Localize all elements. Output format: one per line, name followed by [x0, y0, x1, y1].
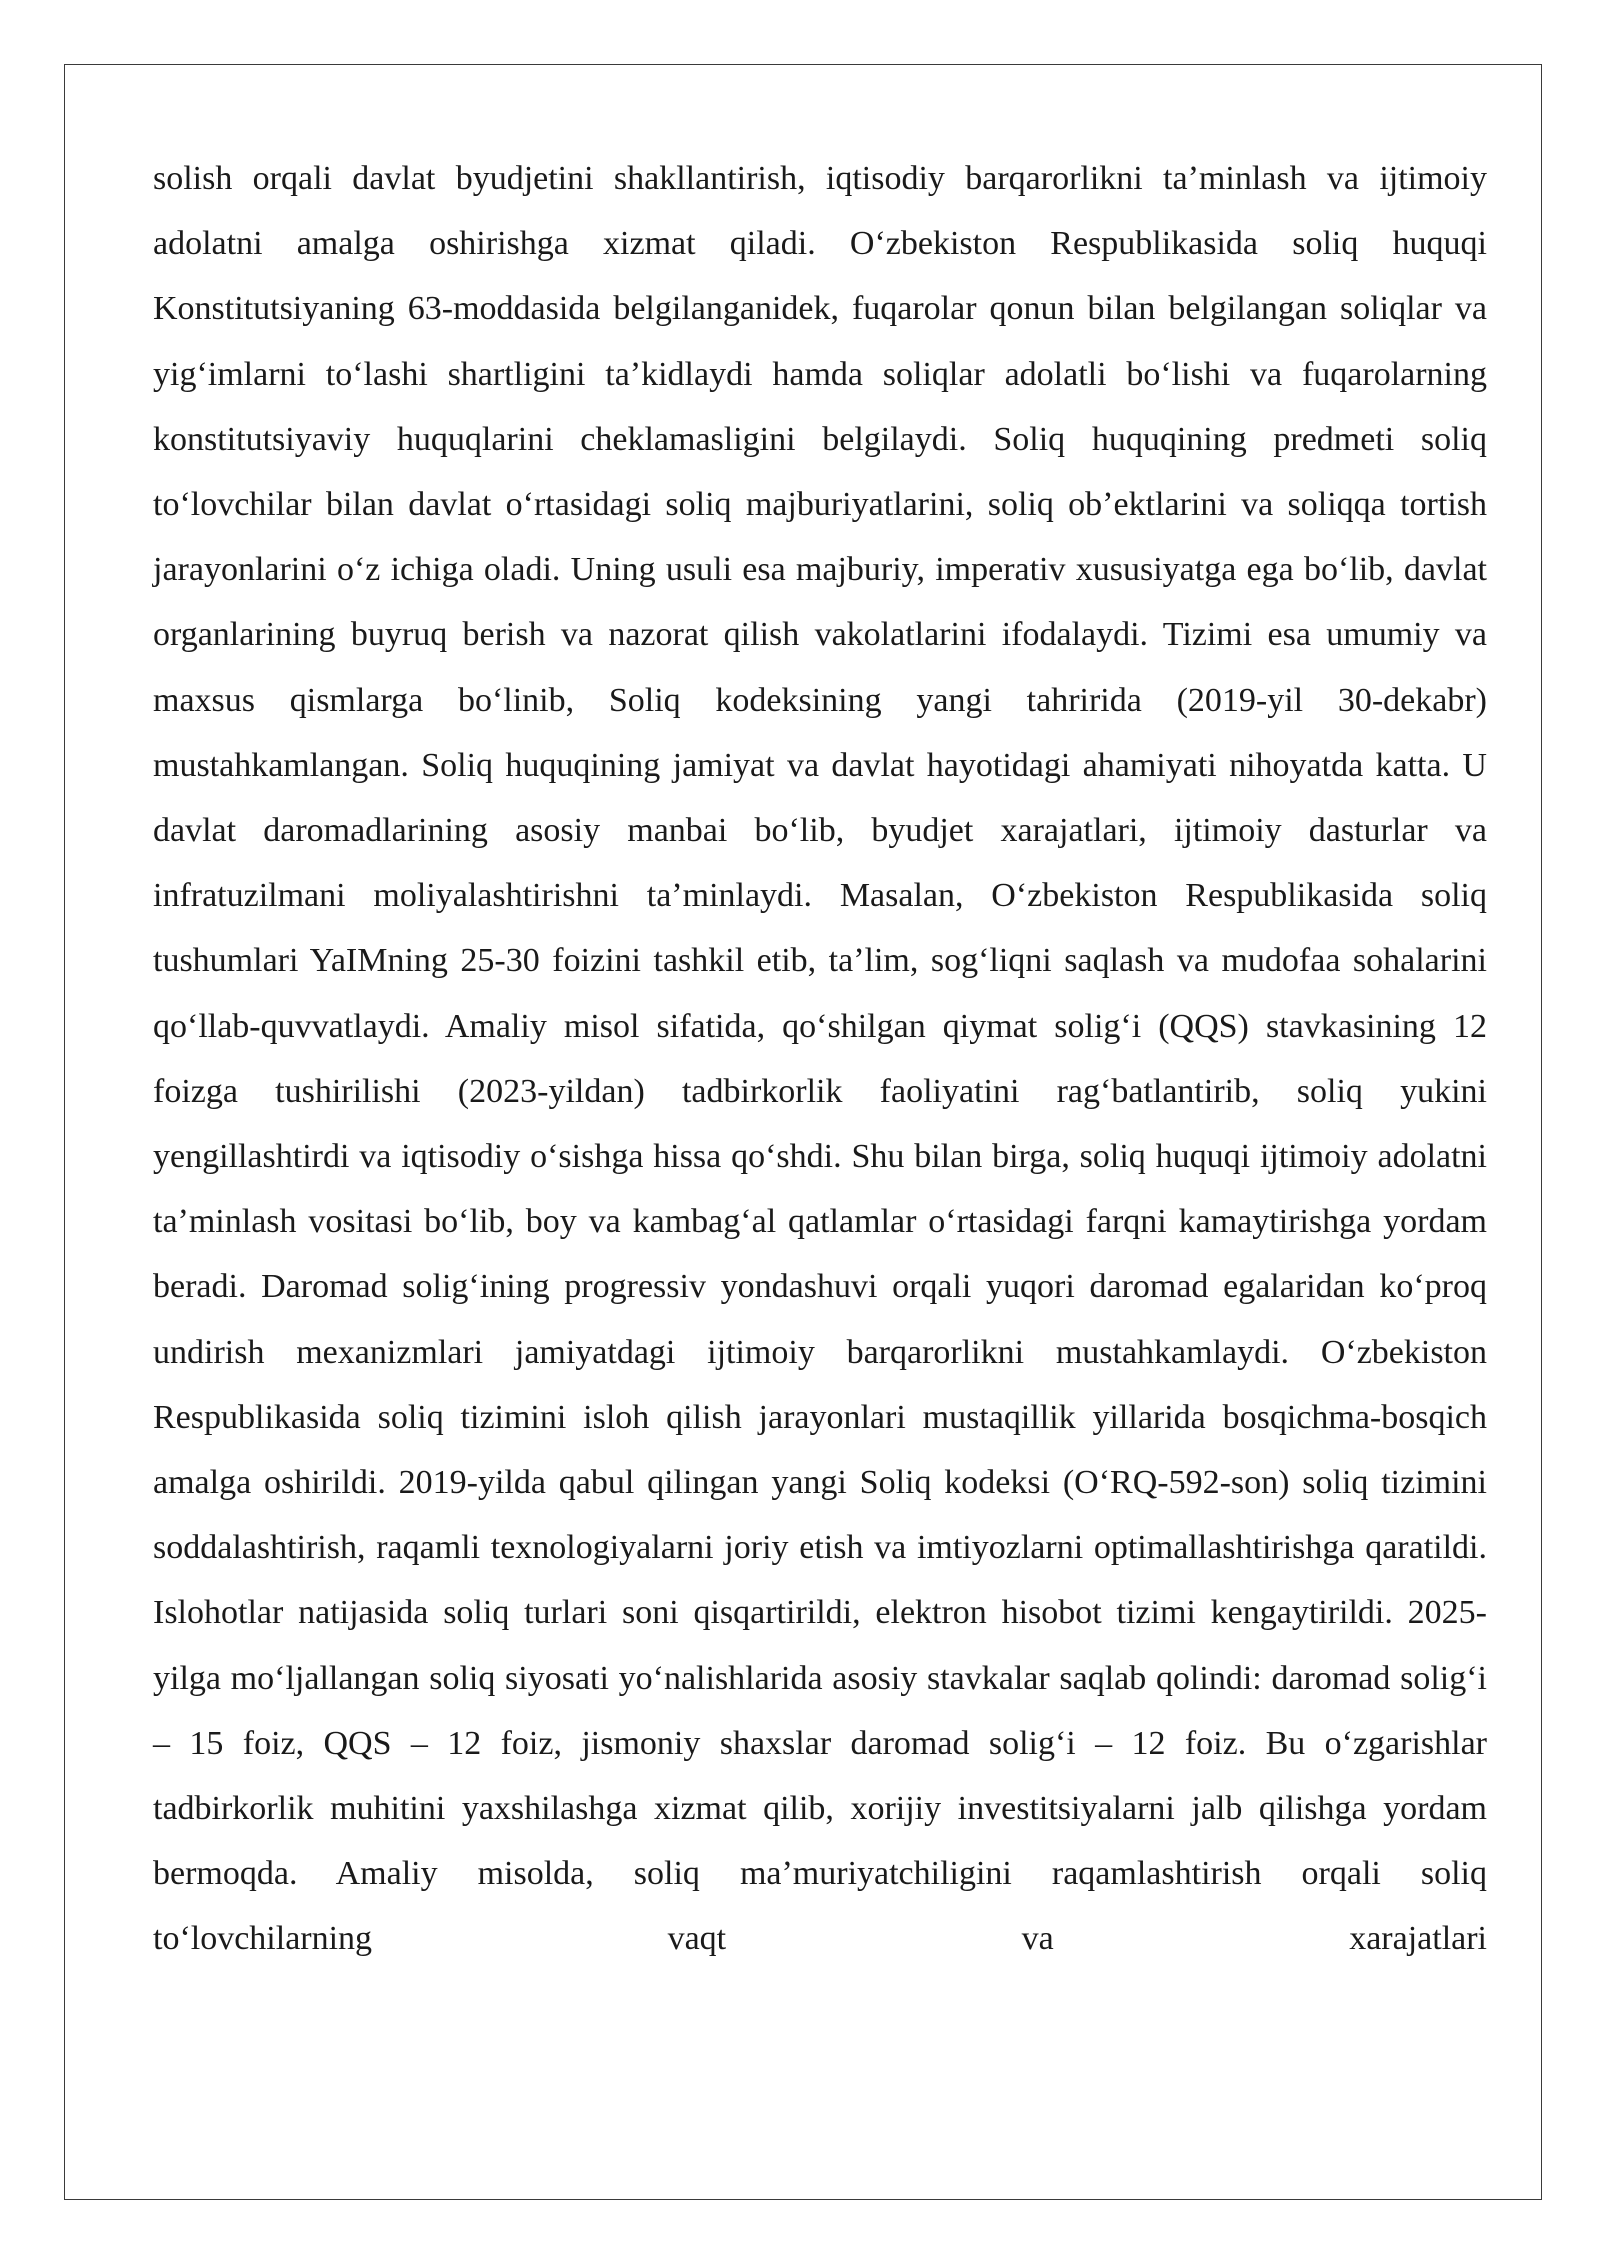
document-body-text: solish orqali davlat byudjetini shakllantirish, iqtisodiy barqarorlikni taʼminlash va ijtimoiy adolatni amalga oshirishga xizmat qiladi. Oʻzbekiston Respublikasida soliq huquqi Konstitutsiyaning 63-moddasida belgilanganidek, fuqarolar qonun bilan belgilangan soliqlar va yigʻimlarni toʻlashi shartligini taʼkidlaydi hamda soliqlar adolatli boʻlishi va fuqarolarning konstitutsiyaviy huquqlarini cheklamasligini belgilaydi. Soliq huquqining predmeti soliq toʻlovchilar bilan davlat oʻrtasidagi soliq majburiyatlarini, soliq obʼektlarini va soliqqa tortish jarayonlarini oʻz ichiga oladi. Uning usuli esa majburiy, imperativ xususiyatga ega boʻlib, davlat organlarining buyruq berish va nazorat qilish vakolatlarini ifodalaydi. Tizimi esa umumiy va maxsus qismlarga boʻlinib, Soliq kodeksining yangi tahririda (2019-yil 30-dekabr) mustahkamlangan. Soliq huquqining jamiyat va davlat hayotidagi ahamiyati nihoyatda katta. U davlat daromadlarining asosiy manbai boʻlib, byudjet xarajatlari, ijtimoiy dasturlar va infratuzilmani moliyalashtirishni taʼminlaydi. Masalan, Oʻzbekiston Respublikasida soliq tushumlari YaIMning 25-30 foizini tashkil etib, taʼlim, sogʻliqni saqlash va mudofaa sohalarini qoʻllab-quvvatlaydi. Amaliy misol sifatida, qoʻshilgan qiymat soligʻi (QQS) stavkasining 12 foizga tushirilishi (2023-yildan) tadbirkorlik faoliyatini ragʻbatlantirib, soliq yukini yengillashtirdi va iqtisodiy oʻsishga hissa qoʻshdi. Shu bilan birga, soliq huquqi ijtimoiy adolatni taʼminlash vositasi boʻlib, boy va kambagʻal qatlamlar oʻrtasidagi farqni kamaytirishga yordam beradi. Daromad soligʻining progressiv yondashuvi orqali yuqori daromad egalaridan koʻproq undirish mexanizmlari jamiyatdagi ijtimoiy barqarorlikni mustahkamlaydi. Oʻzbekiston Respublikasida soliq tizimini isloh qilish jarayonlari mustaqillik yillarida bosqichma-bosqich amalga oshirildi. 2019-yilda qabul qilingan yangi Soliq kodeksi (OʻRQ-592-son) soliq tizimini soddalashtirish, raqamli texnologiyalarni joriy etish va imtiyozlarni optimallashtirishga qaratildi. Islohotlar natijasida soliq turlari soni qisqartirildi, elektron hisobot tizimi kengaytirildi. 2025-yilga moʻljallangan soliq siyosati yoʻnalishlarida asosiy stavkalar saqlab qolindi: daromad soligʻi – 15 foiz, QQS – 12 foiz, jismoniy shaxslar daromad soligʻi – 12 foiz. Bu oʻzgarishlar tadbirkorlik muhitini yaxshilashga xizmat qilib, xorijiy investitsiyalarni jalb qilishga yordam bermoqda. Amaliy misolda, soliq maʼmuriyatchiligini raqamlashtirish orqali soliq toʻlovchilarning vaqt va xarajatlari: [153, 160, 1487, 1958]
